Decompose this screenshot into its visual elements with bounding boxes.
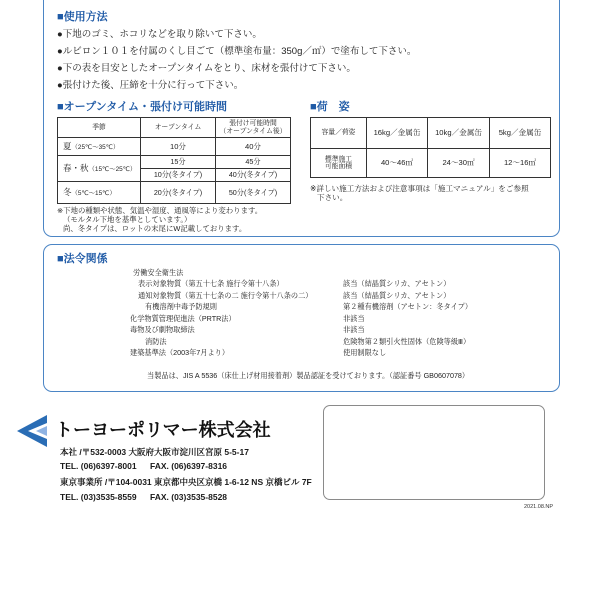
head-office-tel: TEL. (06)6397-8001 xyxy=(60,461,137,471)
season-name: 春・秋 xyxy=(63,162,89,173)
law-name: 化学物質管理促進法（PRTR法） xyxy=(130,313,236,323)
bonding-time-cell: 40分(冬タイプ) xyxy=(216,169,291,182)
dealer-stamp-box xyxy=(323,405,545,500)
season-range: （5℃〜15℃） xyxy=(71,189,116,197)
season-cell xyxy=(58,138,141,156)
packaging-header-row xyxy=(311,118,551,149)
package-size-cell: 10kg／金属缶 xyxy=(428,118,490,149)
usage-step: ●下の表を目安としたオープンタイムをとり、床材を張付けて下さい。 xyxy=(57,63,356,74)
law-status: 非該当 xyxy=(343,325,365,334)
packaging-note: ※詳しい施工方法および注意事項は「施工マニュアル」をご参照 xyxy=(310,183,529,193)
usage-step: ●張付けた後、圧締を十分に行って下さい。 xyxy=(57,80,244,91)
package-size-cell: 5kg／金属缶 xyxy=(490,118,551,149)
season-name: 夏 xyxy=(63,140,72,151)
coverage-label-line1: 標準施工 xyxy=(324,155,353,163)
table-row xyxy=(58,182,291,204)
open-time-cell: 15分 xyxy=(141,156,216,169)
open-time-table xyxy=(57,117,291,204)
tokyo-office-tel: TEL. (03)3535-8559 xyxy=(60,492,137,502)
head-office-address: 本社 /〒532-0003 大阪府大阪市淀川区宮原 5-5-17 xyxy=(60,447,249,457)
regulations-heading: ■法令関係 xyxy=(57,253,108,265)
law-status: 該当（結晶質シリカ、アセトン） xyxy=(343,290,451,300)
packaging-note: 下さい。 xyxy=(317,193,348,202)
season-range: （15℃〜25℃） xyxy=(88,165,137,173)
head-office-fax: FAX. (06)6397-8316 xyxy=(150,461,228,471)
coverage-area-cell: 24〜30㎡ xyxy=(428,149,490,178)
regulations-section xyxy=(43,244,560,392)
certification-text: 当製品は、JIS A 5536（床仕上げ材用接着剤）製品認証を受けております。（認証番号 GB0607078） xyxy=(147,370,470,380)
law-name: 有機溶剤中毒予防規則 xyxy=(145,302,217,311)
packaging-label-cell: 容量／荷姿 xyxy=(311,118,367,149)
bonding-time-cell: 45分 xyxy=(216,156,291,169)
usage-section xyxy=(43,0,560,237)
packaging-table xyxy=(310,117,551,178)
season-range: （25℃〜35℃） xyxy=(71,143,120,151)
law-name: 消防法 xyxy=(145,336,167,346)
tokyo-office-address: 東京事業所 /〒104-0031 東京都中央区京橋 1-6-12 NS 京橋ビル 7F xyxy=(60,477,312,487)
bonding-time-header-line1: 張付け可能時間 xyxy=(229,120,277,128)
open-time-header: オープンタイム xyxy=(141,118,216,138)
document-code: 2021.08.NP xyxy=(524,504,554,510)
coverage-area-cell: 12〜16㎡ xyxy=(490,149,551,178)
tokyo-office-fax: FAX. (03)3535-8528 xyxy=(150,492,228,502)
law-name: 毒物及び劇物取締法 xyxy=(130,325,195,334)
season-cell xyxy=(58,182,141,204)
usage-heading: ■使用方法 xyxy=(57,11,108,23)
bonding-time-header xyxy=(216,118,291,138)
season-name: 冬 xyxy=(63,186,72,197)
coverage-label-line2: 可能面積 xyxy=(324,163,353,170)
law-name: 労働安全衛生法 xyxy=(133,267,184,277)
company-name: トーヨーポリマー株式会社 xyxy=(55,420,271,440)
table-row xyxy=(58,138,291,156)
open-time-header-row xyxy=(58,118,291,138)
company-logo-icon xyxy=(17,415,47,447)
open-time-cell: 10分(冬タイプ) xyxy=(141,169,216,182)
open-time-cell: 20分(冬タイプ) xyxy=(141,182,216,204)
table-row xyxy=(311,149,551,178)
open-time-note: ※下地の種類や状態、気温や湿度、通風等により変わります。 xyxy=(57,205,263,215)
season-cell xyxy=(58,156,141,182)
table-row xyxy=(58,156,291,169)
law-name: 建築基準法（2003年7月より） xyxy=(130,348,230,357)
packaging-heading: ■荷 姿 xyxy=(310,101,350,113)
law-status: 第２種有機溶剤（アセトン：冬タイプ） xyxy=(343,302,473,311)
usage-step: ●下地のゴミ、ホコリなどを取り除いて下さい。 xyxy=(57,29,262,40)
open-time-note: （モルタル下地を基準としています。） xyxy=(63,214,192,224)
bonding-time-cell: 50分(冬タイプ) xyxy=(216,182,291,204)
open-time-cell: 10分 xyxy=(141,138,216,156)
law-name: 通知対象物質（第五十七条の二 施行令第十八条の二） xyxy=(138,290,313,300)
law-status: 危険物第２類引火性固体（危険等級Ⅲ） xyxy=(343,336,471,346)
coverage-label-cell xyxy=(311,149,367,178)
bonding-time-cell: 40分 xyxy=(216,138,291,156)
season-header: 季節 xyxy=(58,118,141,138)
bonding-time-header-line2: （オープンタイム後） xyxy=(219,127,287,135)
usage-step: ●ルビロン１０１を付属のくし目ごて（標準塗布量：350g／㎡）で塗布して下さい。 xyxy=(57,46,417,57)
open-time-note: 尚、冬タイプは、ロットの末尾にW記載しております。 xyxy=(63,223,247,233)
law-status: 使用制限なし xyxy=(343,348,387,357)
package-size-cell: 16kg／金属缶 xyxy=(367,118,428,149)
open-time-heading: ■オープンタイム・張付け可能時間 xyxy=(57,101,227,113)
law-name: 表示対象物質（第五十七条 施行令第十八条） xyxy=(138,279,284,288)
coverage-area-cell: 40〜46㎡ xyxy=(367,149,428,178)
law-status: 非該当 xyxy=(343,313,365,323)
law-status: 該当（結晶質シリカ、アセトン） xyxy=(343,279,451,288)
